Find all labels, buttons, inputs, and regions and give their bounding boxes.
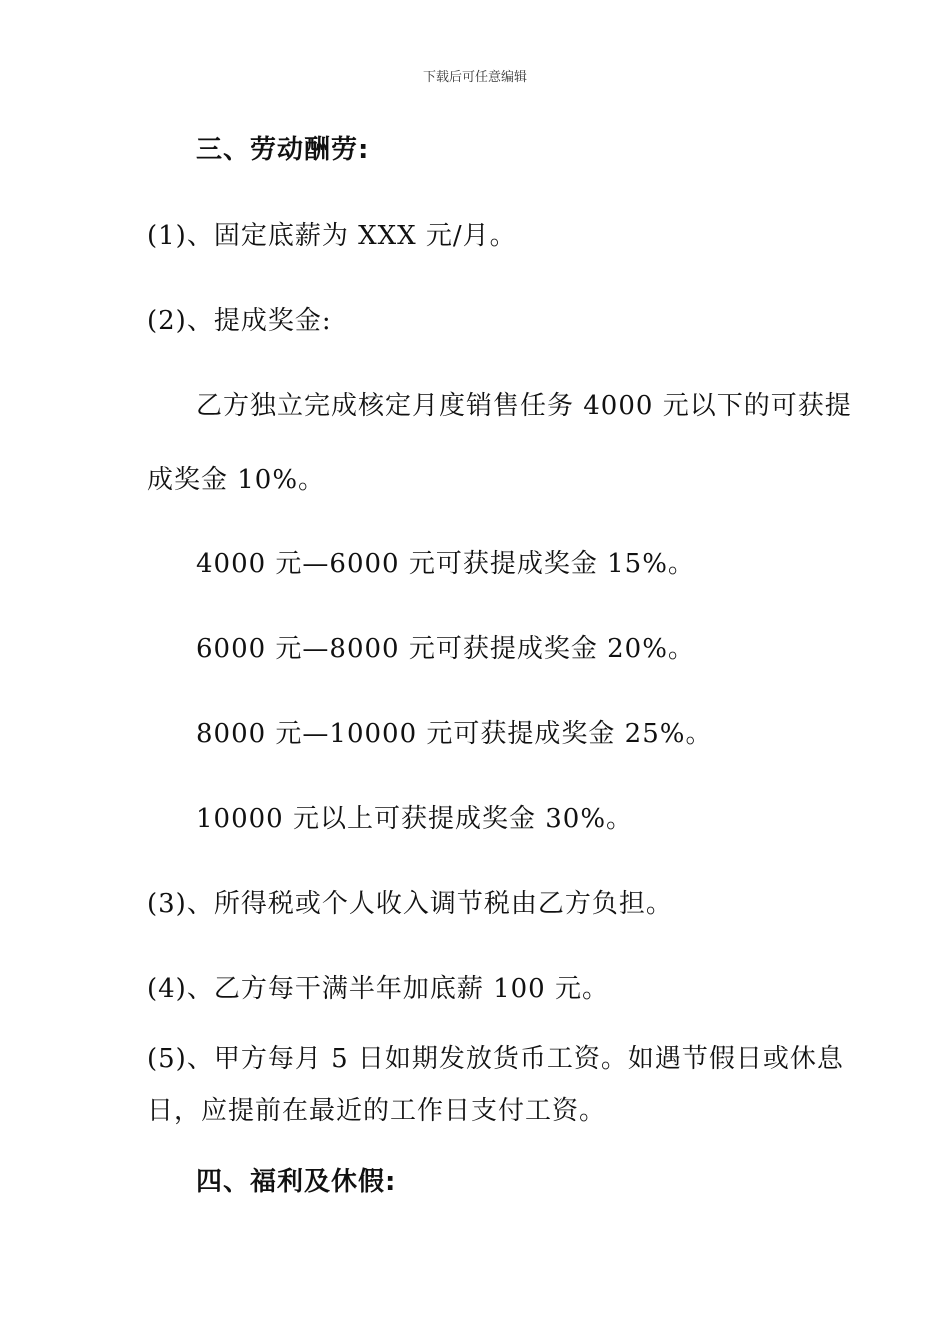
- clause-3-tax: (3)、所得税或个人收入调节税由乙方负担。: [147, 889, 673, 919]
- commission-paragraph-line-1: 乙方独立完成核定月度销售任务 4000 元以下的可获提: [196, 391, 852, 421]
- commission-tier-4: 10000 元以上可获提成奖金 30%。: [196, 804, 634, 834]
- section-4-title: 四、福利及休假:: [196, 1167, 397, 1197]
- clause-5-line-2: 日，应提前在最近的工作日支付工资。: [147, 1096, 607, 1126]
- commission-tier-1: 4000 元—6000 元可获提成奖金 15%。: [196, 549, 695, 579]
- commission-tier-3: 8000 元—10000 元可获提成奖金 25%。: [196, 719, 713, 749]
- clause-1-base-salary: (1)、固定底薪为 XXX 元/月。: [147, 221, 517, 251]
- page-header-note: 下载后可任意编辑: [422, 70, 527, 85]
- clause-2-commission-title: (2)、提成奖金:: [147, 306, 332, 336]
- commission-paragraph-line-2: 成奖金 10%。: [147, 465, 326, 495]
- commission-tier-2: 6000 元—8000 元可获提成奖金 20%。: [196, 634, 695, 664]
- section-3-title: 三、劳动酬劳:: [196, 135, 370, 165]
- clause-5-line-1: (5)、甲方每月 5 日如期发放货币工资。如遇节假日或休息: [147, 1044, 844, 1074]
- clause-4-raise: (4)、乙方每干满半年加底薪 100 元。: [147, 974, 609, 1004]
